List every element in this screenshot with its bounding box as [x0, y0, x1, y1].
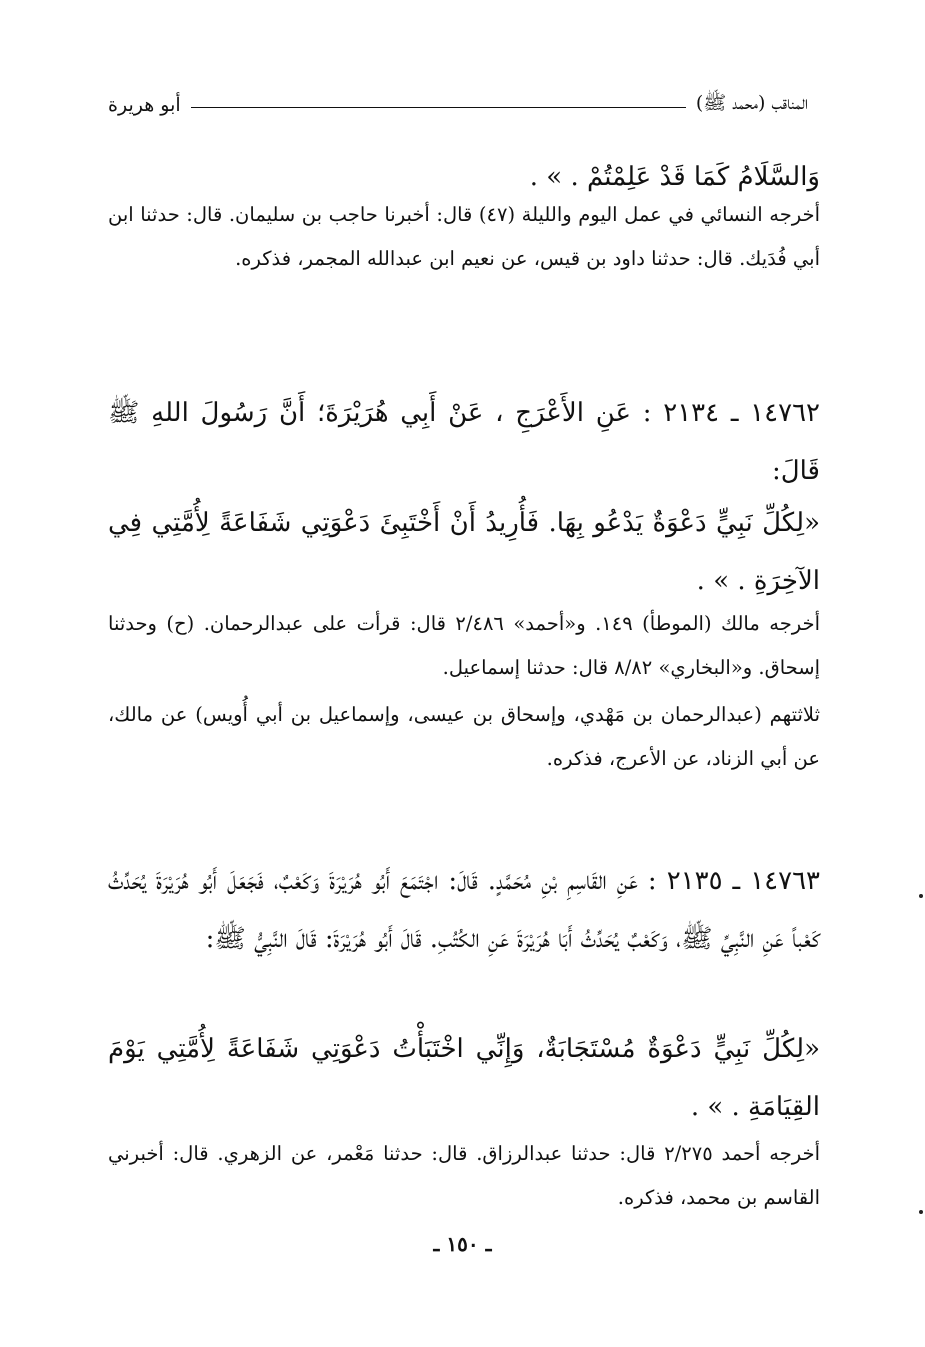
- header-section-title: المناقب (محمد ﷺ): [695, 92, 808, 114]
- hadith-matn: «لِكُلِّ نَبِيٍّ دَعْوَةٌ مُسْتَجَابَةٌ، وَإِنِّي اخْتَبَأْتُ دَعْوَتِي شَفَاعَةً لِأُمَّتِي يَوْمَ القِيَامَةِ . » .: [108, 1034, 820, 1122]
- takhrij-note: ثلاثتهم (عبدالرحمان بن مَهْدي، وإسحاق بن عيسى، وإسماعيل بن أبي أُويس) عن مالك، عن أبي الزناد، عن الأعرج، فذكره.: [108, 703, 820, 770]
- running-header: [108, 88, 808, 122]
- hadith-isnad: ١٤٧٦٣ ـ ٢١٣٥ : عَنِ القَاسِمِ بْنِ مُحَمَّدٍ. قَالَ: اجْتَمَعَ أَبُو هُرَيْرَةَ وَكَعْبٌ، فَجَعَلَ أَبُو هُرَيْرَةَ يُحَدِّثُ كَعْباً عَنِ النَّبِيِّ ﷺ، وَكَعْبٌ يُحَدِّثُ أَبَا هُرَيْرَةَ عَنِ الكُتُبِ. قَالَ أَبُو هُرَيْرَةَ: قَالَ النَّبِيُّ ﷺ:: [108, 866, 821, 954]
- hadith-isnad: ١٤٧٦٢ ـ ٢١٣٤ : عَنِ الأَعْرَجِ ، عَنْ أَبِي هُرَيْرَةَ؛ أَنَّ رَسُولَ اللهِ ﷺ قَالَ:: [108, 398, 820, 486]
- scan-speck: [919, 1210, 923, 1214]
- takhrij-note: أخرجه أحمد ٢/٢٧٥ قال: حدثنا عبدالرزاق. قال: حدثنا مَعْمر، عن الزهري. قال: أخبرني القاسم بن محمد، فذكره.: [108, 1142, 820, 1209]
- hadith-matn: «لِكُلِّ نَبِيٍّ دَعْوَةٌ يَدْعُو بِهَا. فَأُرِيدُ أَنْ أَخْتَبِئَ دَعْوَتِي شَفَاعَةً لِأُمَّتِي فِي الآخِرَةِ . » .: [108, 508, 820, 596]
- hadith-text-continuation: وَالسَّلَامُ كَمَا قَدْ عَلِمْتُمْ . » .: [529, 162, 820, 192]
- scan-speck: [919, 894, 923, 898]
- header-chapter-title: أبو هريرة: [108, 94, 181, 116]
- takhrij-note: أخرجه مالك (الموطأ) ١٤٩. و«أحمد» ٢/٤٨٦ قال: قرأت على عبدالرحمان. (ح) وحدثنا إسحاق. و«البخاري» ٨/٨٢ قال: حدثنا إسماعيل.: [108, 612, 820, 679]
- page-number: ـ ١٥٠ ـ: [433, 1232, 492, 1256]
- header-rule: [191, 107, 686, 108]
- takhrij-note: أخرجه النسائي في عمل اليوم والليلة (٤٧) قال: أخبرنا حاجب بن سليمان. قال: حدثنا ابن أبي فُدَيك. قال: حدثنا داود بن قيس، عن نعيم ابن عبدالله المجمر، فذكره.: [108, 203, 821, 270]
